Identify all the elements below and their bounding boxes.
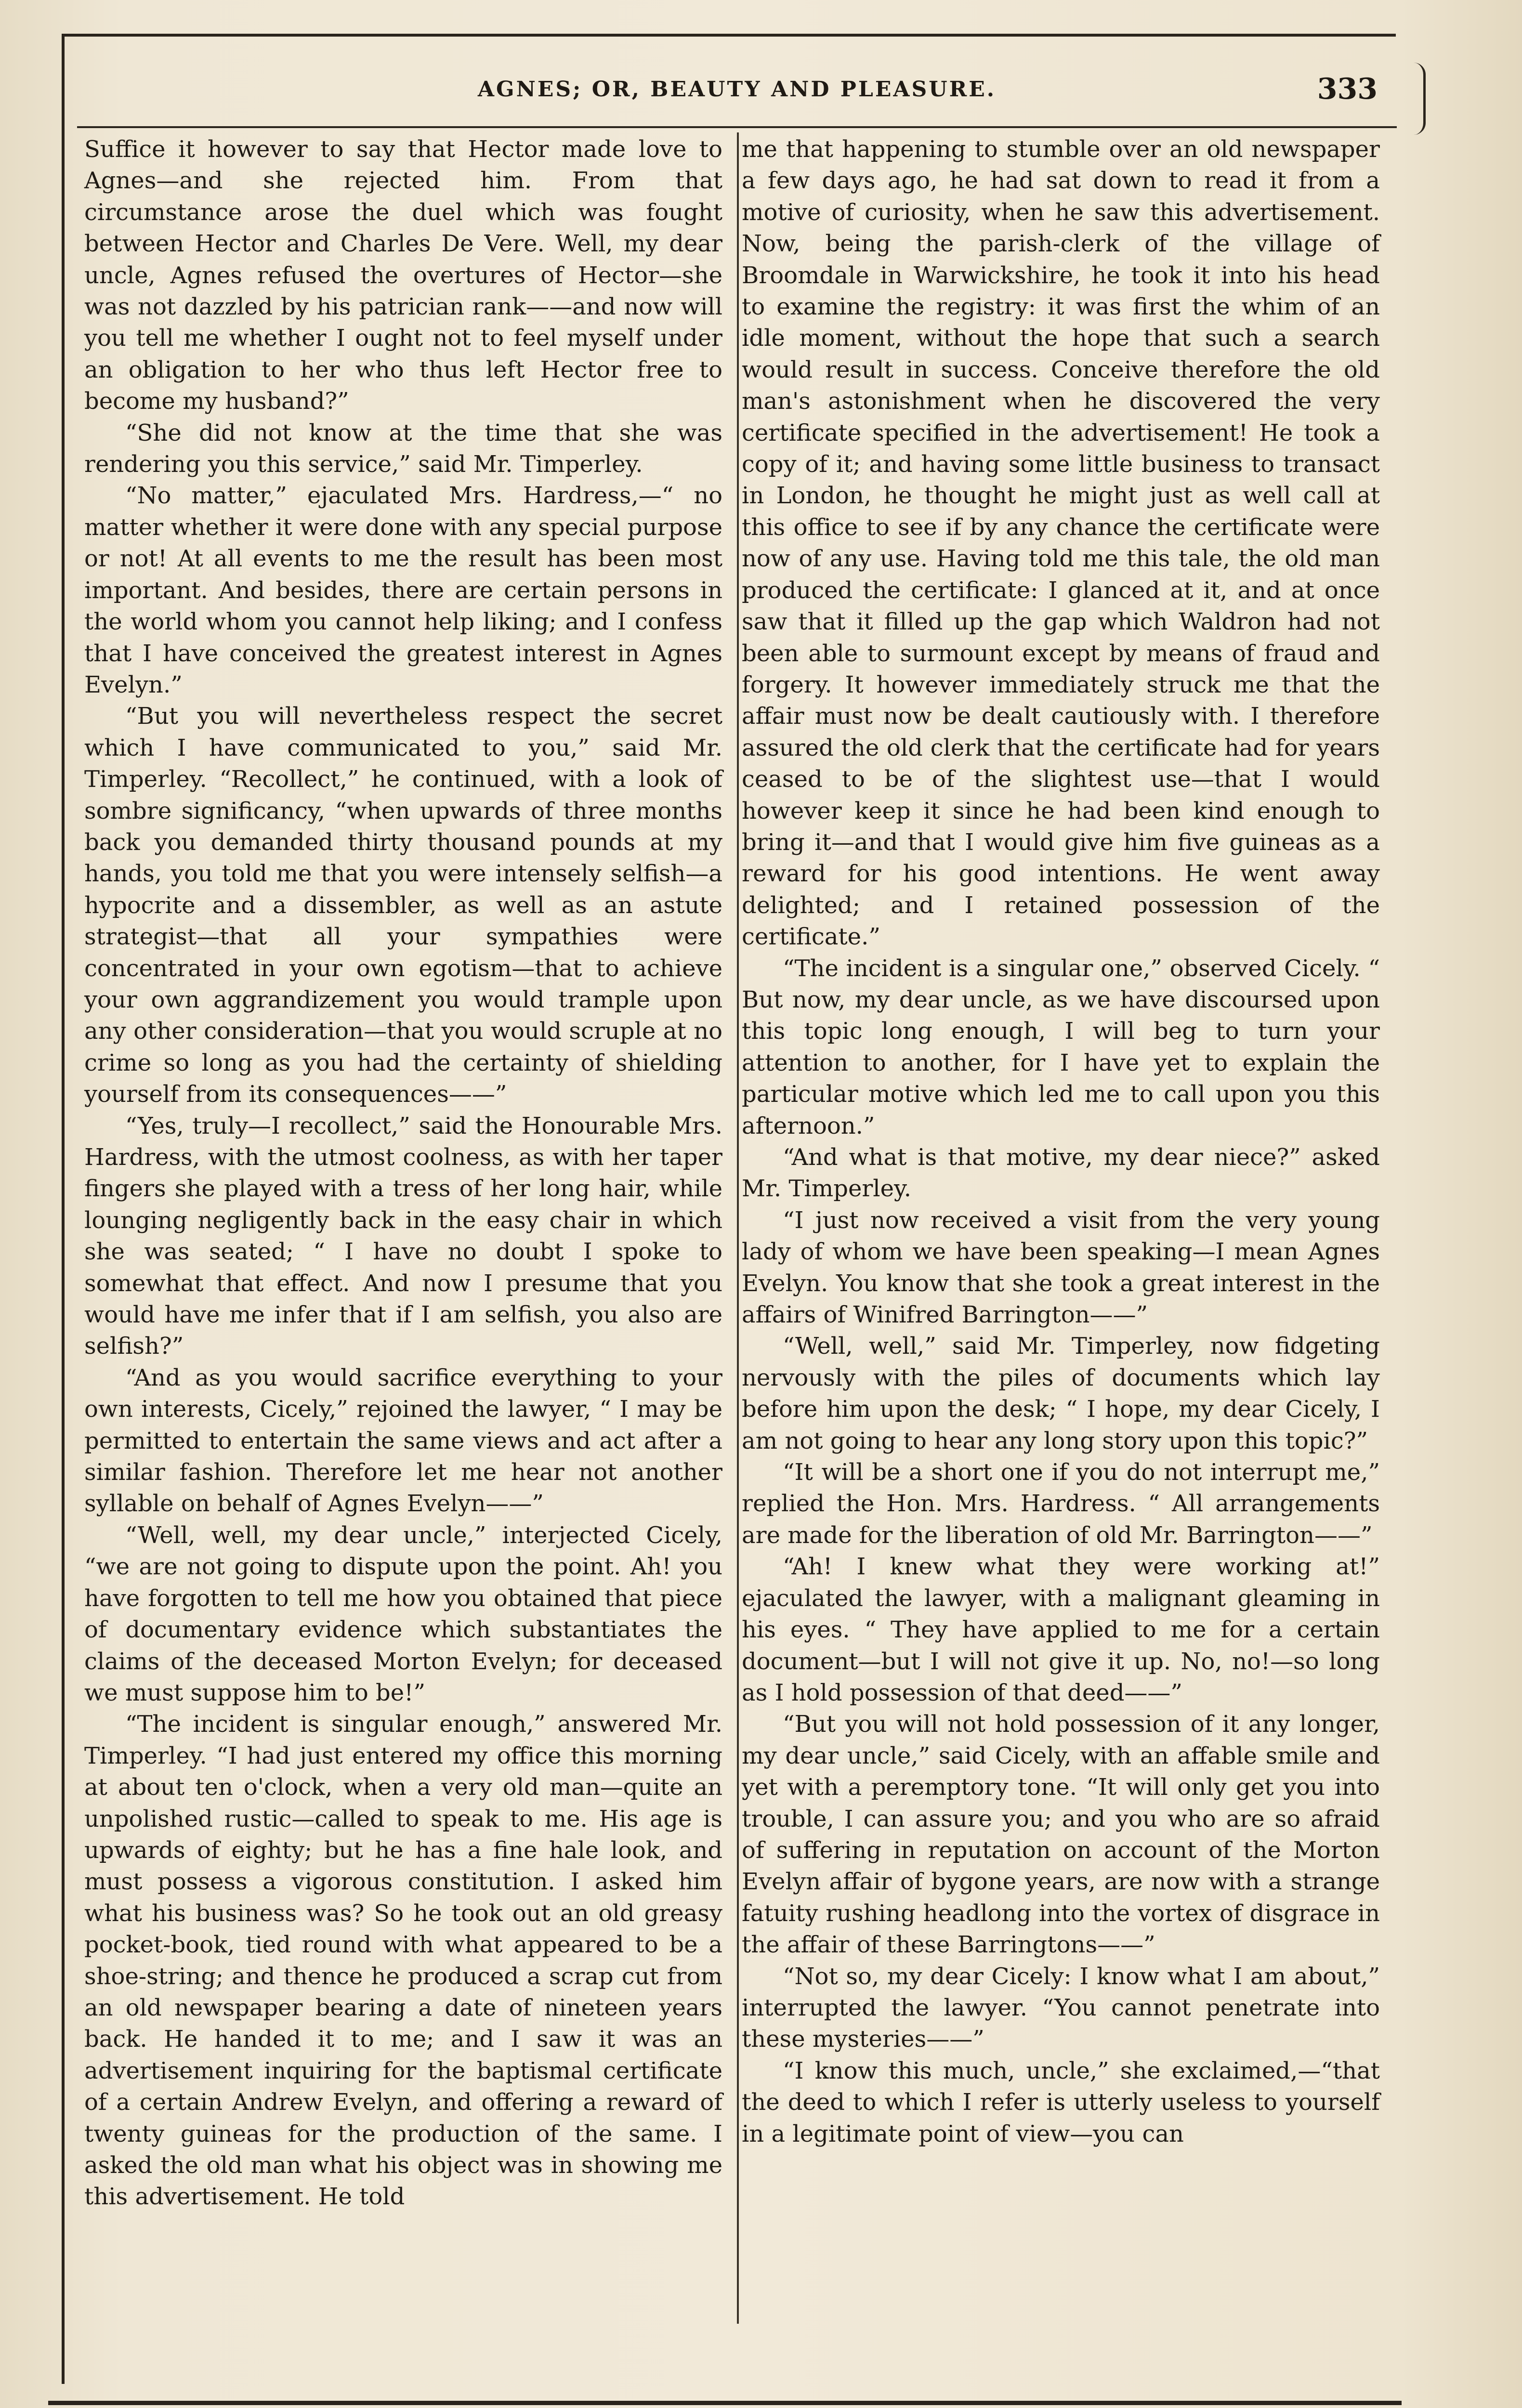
paragraph: “Well, well, my dear uncle,” interjected Cicely, “we are not going to dispute upon the point. Ah! you have forgotten to tell me how you obtained that piece of documentary evidence which substantiates the claims of the deceased Morton Evelyn; for deceased we must suppose him to be!” [84,1521,722,1706]
paragraph: “And what is that motive, my dear niece?” asked Mr. Timperley. [742,1144,1380,1203]
right-column [742,134,1380,2150]
column-divider [737,132,739,2324]
left-column [84,134,722,2213]
paragraph: “The incident is a singular one,” observed Cicely. “ But now, my dear uncle, as we have discoursed upon this topic long enough, I will beg to turn your attention to another, for I have yet to explain the particular motive which led me to call upon you this afternoon.” [742,955,1380,1139]
running-title: AGNES; OR, BEAUTY AND PLEASURE. [477,77,997,102]
paragraph: me that happening to stumble over an old newspaper a few days ago, he had sat down to read it from a motive of curiosity, when he saw this advertisement. Now, being the parish-clerk of the village of Broomdale in Warwickshire, he took it into his head to examine the registry: it was first the whim of an idle moment, without the hope that such a search would result in success. Conceive therefore the old man's astonishment when he discovered the very certificate specified in the advertisement! He took a copy of it; and having some little business to transact in London, he thought he might just as well call at this office to see if by any chance the certificate were now of any use. Having told me this tale, the old man produced the certificate: I glanced at it, and at once saw that it filled up the gap which Waldron had not been able to surmount except by means of fraud and forgery. It however immediately struck me that the affair must now be dealt cautiously with. I therefore assured the old clerk that the certificate had for years ceased to be of the slightest use—that I would however keep it since he had been kind enough to bring it—and that I would give him five guineas as a reward for his good intentions. He went away delighted; and I retained possession of the certificate.” [742,136,1380,951]
paragraph: “But you will not hold possession of it any longer, my dear uncle,” said Cicely, with an affable smile and yet with a peremptory tone. “It will only get you into trouble, I can assure you; and you who are so afraid of suffering in reputation on account of the Morton Evelyn affair of bygone years, are now with a strange fatuity rushing headlong into the vortex of disgrace in the affair of these Barringtons——” [742,1711,1380,1959]
margin-bracket [1414,63,1426,135]
paragraph: “Yes, truly—I recollect,” said the Honourable Mrs. Hardress, with the utmost coolness, as with her taper fingers she played with a tress of her long hair, while lounging negligently back in the easy chair in which she was seated; “ I have no doubt I spoke to somewhat that effect. And now I presume that you would have me infer that if I am selfish, you also are selfish?” [84,1112,722,1360]
paragraph: “Well, well,” said Mr. Timperley, now fidgeting nervously with the piles of documents which lay before him upon the desk; “ I hope, my dear Cicely, I am not going to hear any long story upon this topic?” [742,1333,1380,1454]
frame-left-rule [62,34,65,2384]
header-rule [77,126,1397,128]
paragraph: Suffice it however to say that Hector made love to Agnes—and she rejected him. From that circumstance arose the duel which was fought between Hector and Charles De Vere. Well, my dear uncle, Agnes refused the overtures of Hector—she was not dazzled by his patrician rank——and now will you tell me whether I ought not to feel myself under an obligation to her who thus left Hector free to become my husband?” [84,136,722,415]
paragraph: “I just now received a visit from the very young lady of whom we have been speaking—I mean Agnes Evelyn. You know that she took a great interest in the affairs of Winifred Barrington——” [742,1206,1380,1329]
paragraph: “I know this much, uncle,” she exclaimed,—“that the deed to which I refer is utterly useless to yourself in a legitimate point of view—you can [742,2057,1380,2147]
paragraph: “But you will nevertheless respect the secret which I have communicated to you,” said Mr. Timperley. “Recollect,” he continued, with a look of sombre significancy, “when upwards of three months back you demanded thirty thousand pounds at my hands, you told me that you were intensely selfish—a hypocrite and a dissembler, as well as an astute strategist—that all your sympathies were concentrated in your own egotism—that to achieve your own aggrandizement you would trample upon any other consideration—that you would scruple at no crime so long as you had the certainty of shielding yourself from its consequences——” [84,703,722,1108]
paragraph: “Not so, my dear Cicely: I know what I am about,” interrupted the lawyer. “You cannot penetrate into these mysteries——” [742,1963,1380,2053]
paragraph: “It will be a short one if you do not interrupt me,” replied the Hon. Mrs. Hardress. “ All arrangements are made for the liberation of old Mr. Barrington——” [742,1459,1380,1549]
paragraph: “Ah! I knew what they were working at!” ejaculated the lawyer, with a malignant gleaming in his eyes. “ They have applied to me for a certain document—but I will not give it up. No, no!—so long as I hold possession of that deed——” [742,1553,1380,1706]
paragraph: “And as you would sacrifice everything to your own interests, Cicely,” rejoined the lawyer, “ I may be permitted to entertain the same views and act after a similar fashion. Therefore let me hear not another syllable on behalf of Agnes Evelyn——” [84,1364,722,1518]
frame-top-rule [62,34,1396,37]
page-number: 333 [1317,72,1378,106]
frame-bottom-rule [48,2401,1402,2405]
paragraph: “She did not know at the time that she was rendering you this service,” said Mr. Timperley. [84,419,722,478]
paragraph: “No matter,” ejaculated Mrs. Hardress,—“ no matter whether it were done with any special purpose or not! At all events to me the result has been most important. And besides, there are certain persons in the world whom you cannot help liking; and I confess that I have conceived the greatest interest in Agnes Evelyn.” [84,482,722,698]
running-header [77,72,1397,120]
paragraph: “The incident is singular enough,” answered Mr. Timperley. “I had just entered my office this morning at about ten o'clock, when a very old man—quite an unpolished rustic—called to speak to me. His age is upwards of eighty; but he has a fine hale look, and must possess a vigorous constitution. I asked him what his business was? So he took out an old greasy pocket-book, tied round with what appeared to be a shoe-string; and thence he produced a scrap cut from an old newspaper bearing a date of nineteen years back. He handed it to me; and I saw it was an advertisement inquiring for the baptismal certificate of a certain Andrew Evelyn, and offering a reward of twenty guineas for the production of the same. I asked the old man what his object was in showing me this advertisement. He told [84,1711,722,2211]
